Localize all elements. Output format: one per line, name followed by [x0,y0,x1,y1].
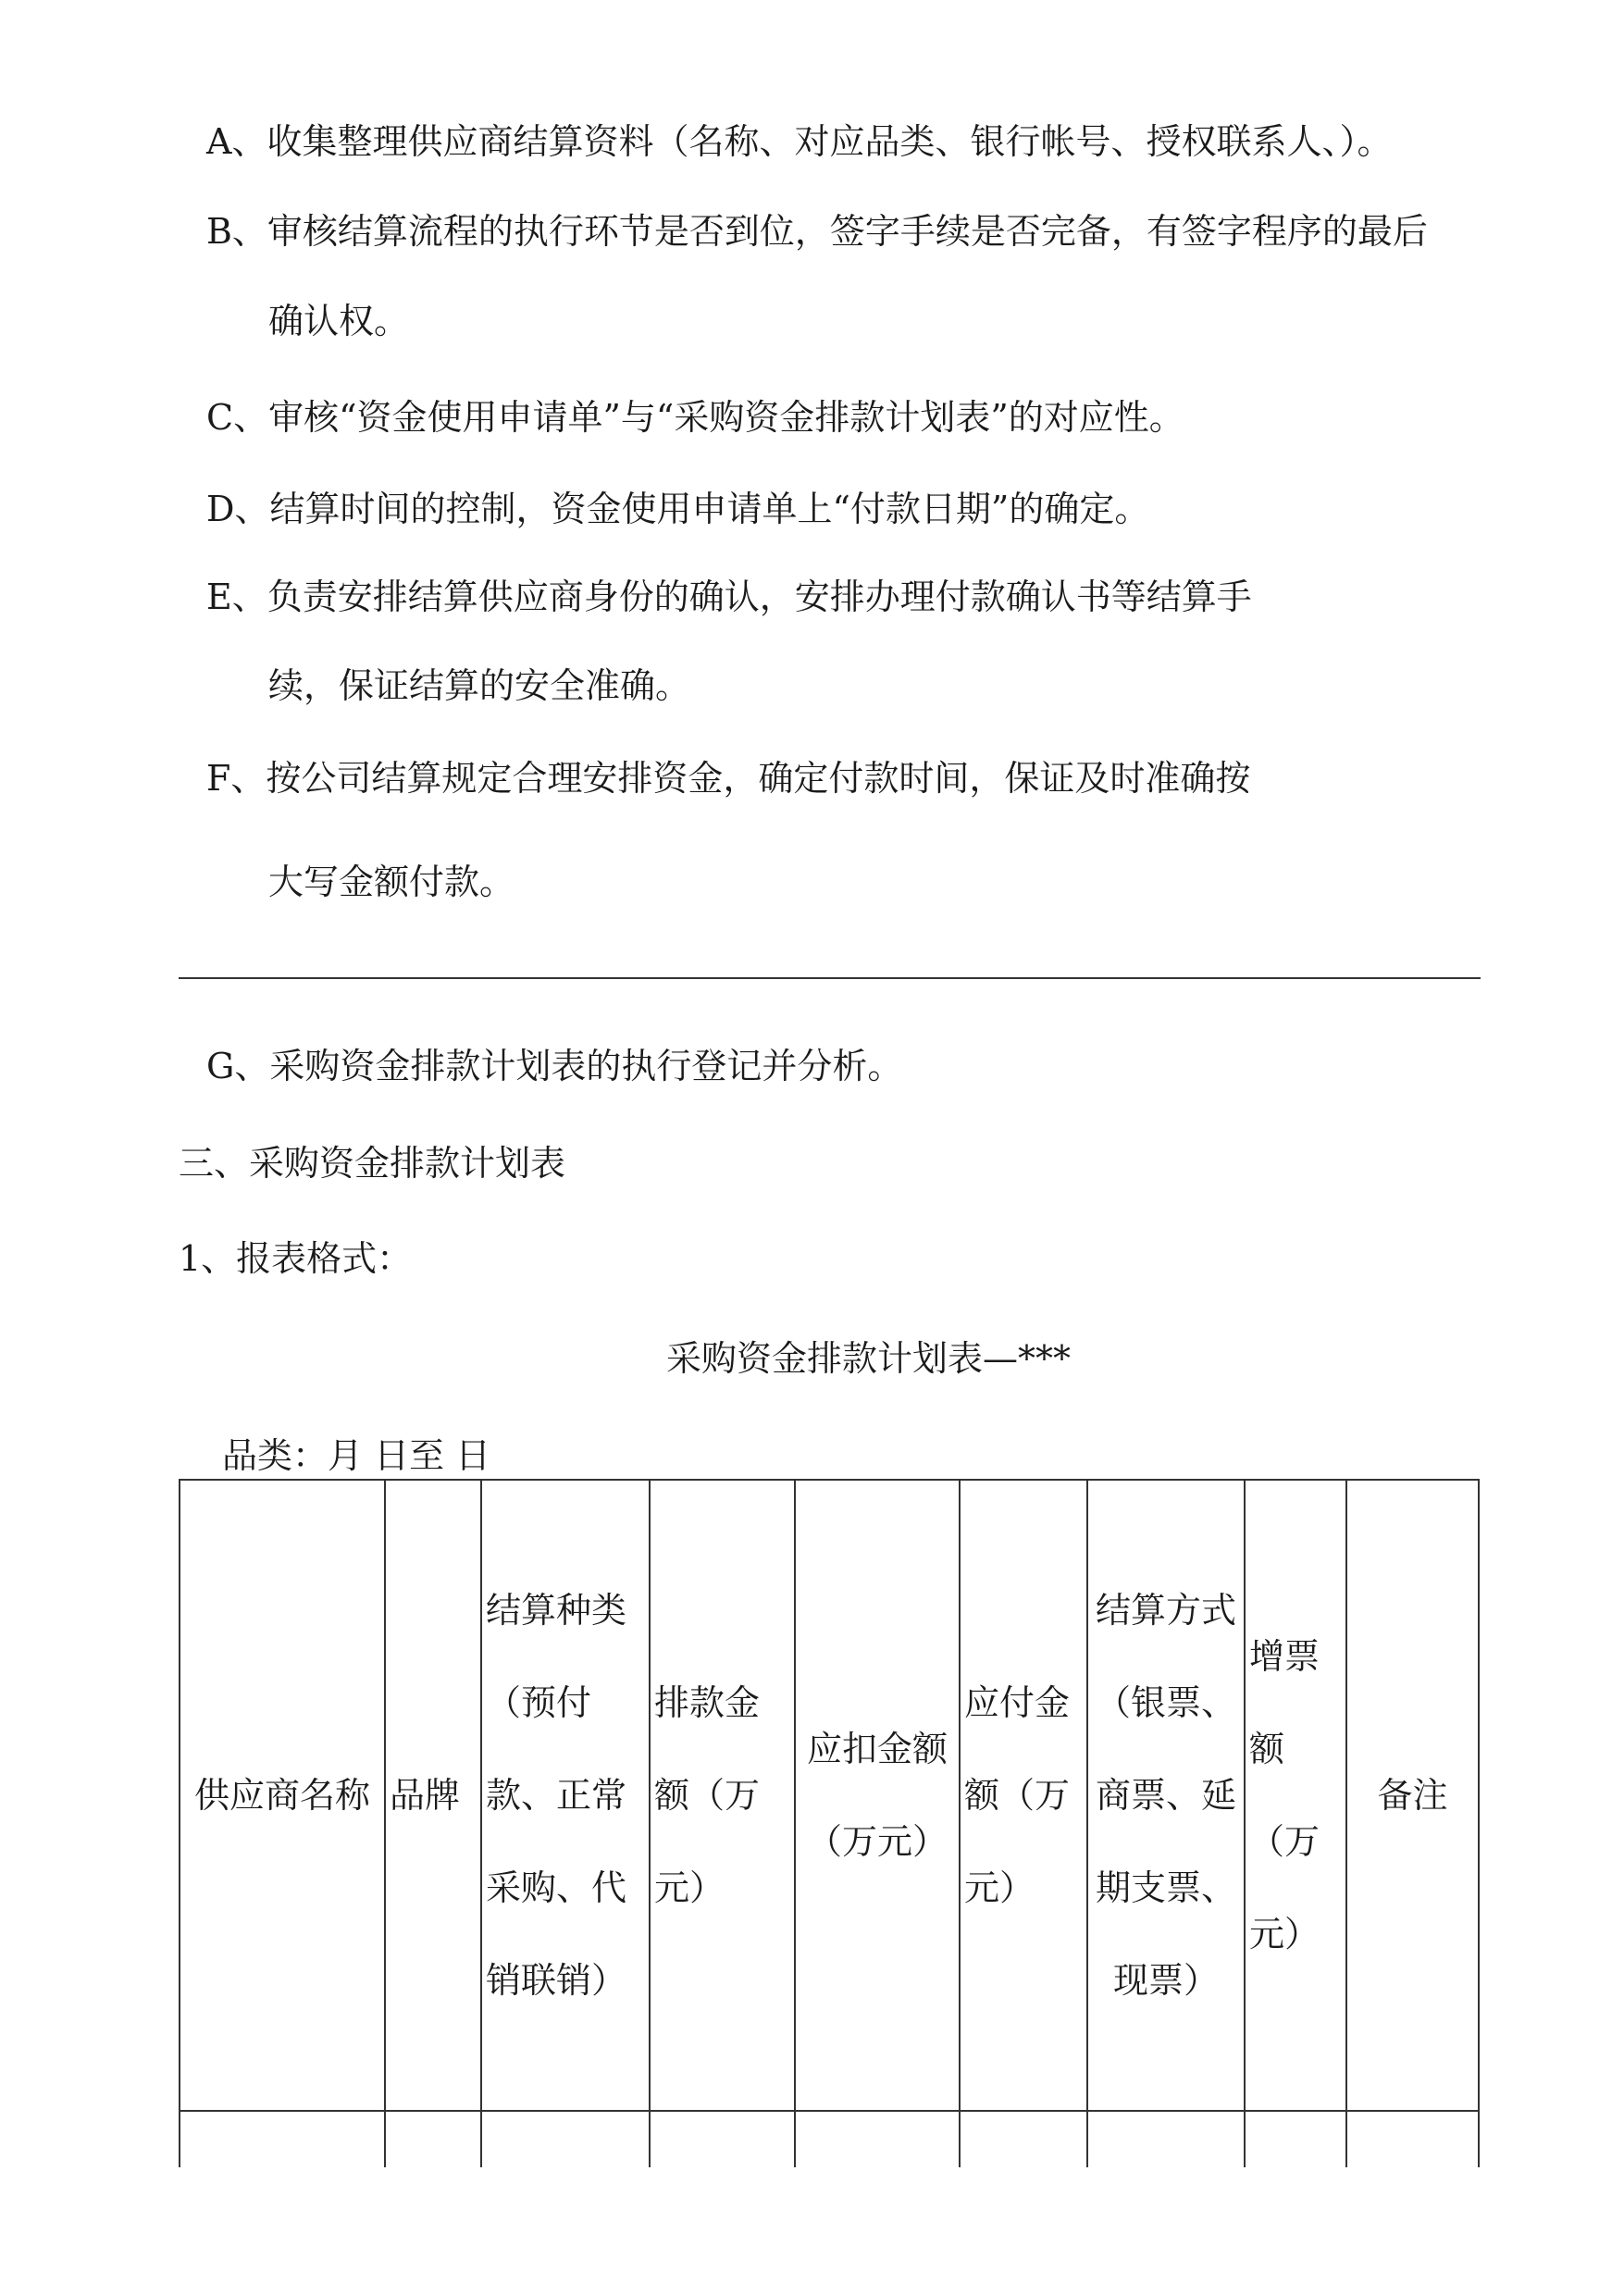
header-deduction-amount: 应扣金额（万元） [795,1480,960,2111]
body-line-c: C、审核“资金使用申请单”与“采购资金排款计划表”的对应性。 [206,397,1184,438]
table-cell [795,2111,960,2167]
header-brand: 品牌 [385,1480,481,2111]
body-line-e: E、负责安排结算供应商身份的确认，安排办理付款确认书等结算手 [206,577,1252,617]
table-meta: 品类：月 日至 日 [222,1435,491,1476]
header-scheduled-amount: 排款金额（万元） [650,1480,795,2111]
table-cell [180,2111,385,2167]
body-line-b-cont: 确认权。 [268,301,410,341]
table-row [180,2111,1479,2167]
table-cell [1087,2111,1245,2167]
body-line-a: A、收集整理供应商结算资料（名称、对应品类、银行帐号、授权联系人、）。 [206,121,1393,162]
plan-table [179,1479,1480,2167]
section-heading: 三、采购资金排款计划表 [179,1143,566,1184]
header-remarks: 备注 [1346,1480,1479,2111]
body-line-e-cont: 续，保证结算的安全准确。 [268,665,691,706]
table-cell [385,2111,481,2167]
table-cell [481,2111,650,2167]
header-supplier-name: 供应商名称 [180,1480,385,2111]
header-vat-invoice-amount: 增票额（万元） [1245,1480,1346,2111]
body-line-f-cont: 大写金额付款。 [268,862,515,902]
body-line-d: D、结算时间的控制，资金使用申请单上“付款日期”的确定。 [206,489,1150,529]
table-title: 采购资金排款计划表—*** [666,1338,1072,1379]
table-cell [650,2111,795,2167]
header-settlement-method: 结算方式（银票、商票、延期支票、现票） [1087,1480,1245,2111]
body-line-b: B、审核结算流程的执行环节是否到位，签字手续是否完备，有签字程序的最后 [206,211,1428,252]
header-settlement-type: 结算种类（预付款、正常采购、代销联销） [481,1480,650,2111]
body-line-g: G、采购资金排款计划表的执行登记并分析。 [206,1046,903,1086]
table-cell [1245,2111,1346,2167]
body-line-f: F、按公司结算规定合理安排资金，确定付款时间，保证及时准确按 [206,758,1251,799]
table-cell [1346,2111,1479,2167]
header-payable-amount: 应付金额（万元） [960,1480,1087,2111]
page-separator [179,977,1481,979]
table-cell [960,2111,1087,2167]
table-header-row [180,1480,1479,2111]
sub-heading: 1、报表格式： [179,1238,413,1279]
